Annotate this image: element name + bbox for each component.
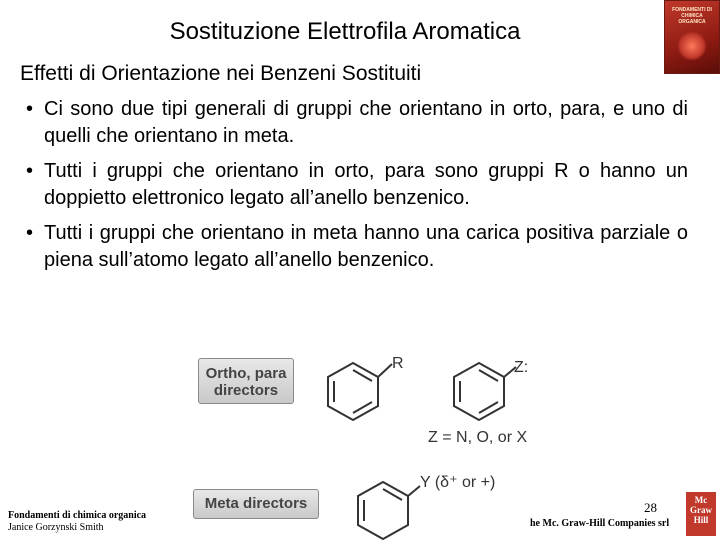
publisher-logo: Mc Graw Hill [686,492,716,536]
substituent-r-label: R [392,355,404,372]
slide-subtitle: Effetti di Orientazione nei Benzeni Sostituiti [20,62,422,85]
ortho-label-line2: directors [213,382,279,399]
book-cover-title: FONDAMENTI DI CHIMICA ORGANICA [672,7,712,25]
z-definition-text: Z = N, O, or X [428,429,528,446]
ortho-label-line1: Ortho, para [205,365,287,382]
publisher-name: he Mc. Graw-Hill Companies srl [530,518,670,529]
benzene-ring-y [358,482,420,539]
footer-author: Janice Gorzynski Smith [8,522,104,533]
benzene-ring-z [454,363,516,420]
slide-title: Sostituzione Elettrofila Aromatica [169,18,521,45]
bullet-item: • Tutti i gruppi che orientano in meta hanno una carica positiva parziale o piena sull’atomo legato all’anello benzenico. [24,220,688,274]
meta-directors-label: Meta directors [193,489,319,519]
footer-book-title: Fondamenti di chimica organica [8,510,147,521]
bullet-item: • Tutti i gruppi che orientano in orto, para sono gruppi R o hanno un doppietto elettronico legato all’anello benzenico. [24,158,688,212]
benzene-ring-r [328,363,392,420]
page-number: 28 [644,500,657,515]
bullet-item: • Ci sono due tipi generali di gruppi che orientano in orto, para, e uno di quelli che orientano in meta. [24,96,688,150]
substituent-z-label: Z: [514,359,529,376]
footer-credits [8,510,146,534]
substituent-y-label: Y (δ⁺ or +) [420,474,496,491]
